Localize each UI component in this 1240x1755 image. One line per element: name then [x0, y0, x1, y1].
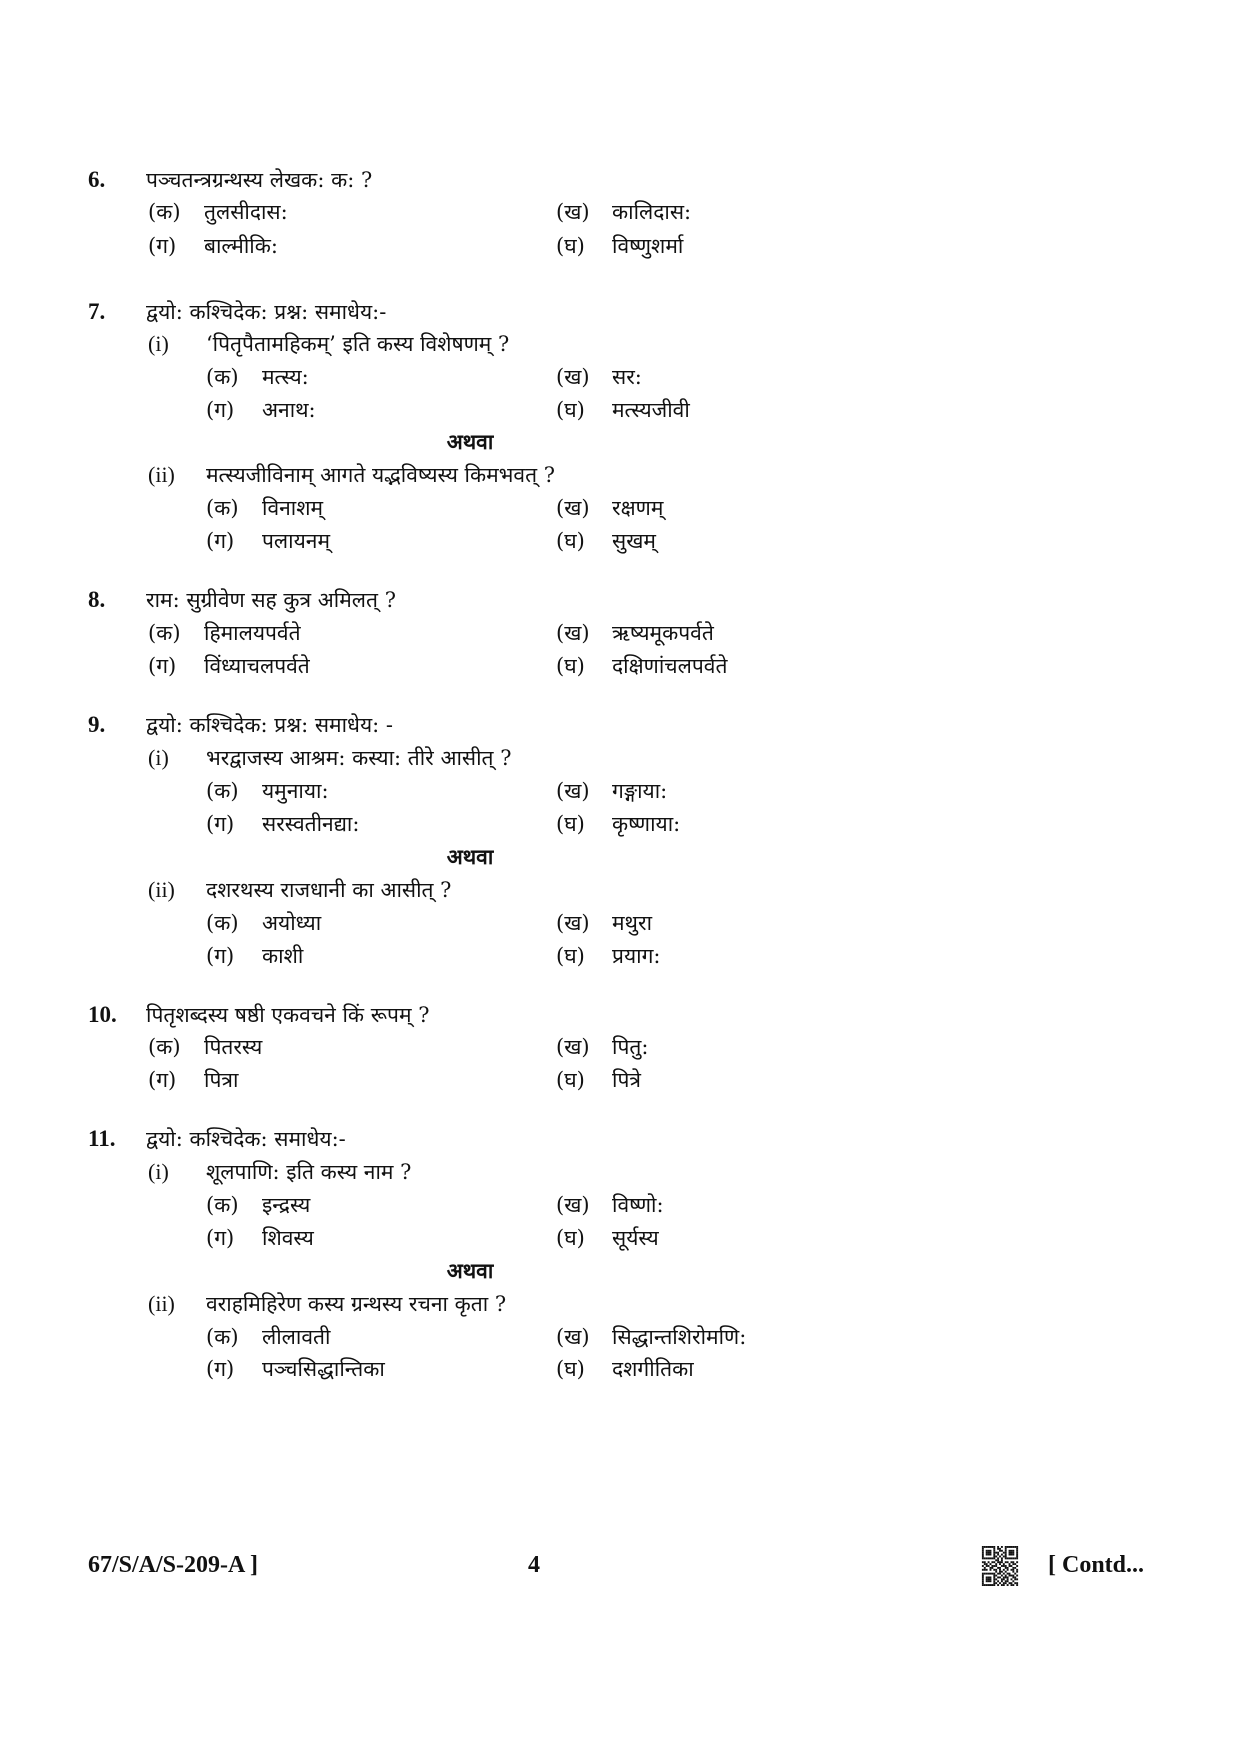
- option-label: (क): [206, 779, 239, 803]
- sub-question: [0, 1155, 1240, 1189]
- option-label: (क): [206, 911, 239, 935]
- option-text: सुखम्: [612, 529, 656, 553]
- question: [0, 163, 1240, 197]
- option-label: (ग): [206, 812, 235, 836]
- option-label: (घ): [556, 1357, 585, 1381]
- option-label: (ख): [556, 1325, 590, 1349]
- option: [556, 1352, 694, 1386]
- option: [148, 616, 301, 650]
- option-text: पितरस्य: [204, 1035, 263, 1059]
- option-label: (क): [206, 1325, 239, 1349]
- sub-question: [0, 458, 1240, 492]
- option-label: (घ): [556, 944, 585, 968]
- option-text: अनाथ:: [262, 398, 316, 422]
- option: [206, 393, 316, 427]
- question-text: राम: सुग्रीवेण सह कुत्र अमिलत् ?: [146, 588, 396, 612]
- option-label: (ख): [556, 621, 590, 645]
- option-text: काशी: [262, 944, 304, 968]
- option: [148, 1030, 262, 1064]
- option-label: (घ): [556, 812, 585, 836]
- question-number: 10.: [88, 1002, 117, 1027]
- option-text: बाल्मीकि:: [204, 234, 278, 258]
- question: [0, 708, 1240, 742]
- option-text: ऋष्यमूकपर्वते: [612, 621, 714, 645]
- option: [206, 807, 359, 841]
- option-text: दशगीतिका: [612, 1357, 694, 1381]
- option: [206, 524, 330, 558]
- option-label: (ख): [556, 200, 590, 224]
- option: [148, 195, 288, 229]
- option-label: (क): [206, 1193, 239, 1217]
- option-text: सरस्वतीनद्या:: [262, 812, 360, 836]
- option-text: कालिदास:: [612, 200, 692, 224]
- option: [556, 491, 663, 525]
- sub-question-label: (ii): [148, 462, 175, 487]
- athava-divider: अथवा: [446, 429, 494, 454]
- qr-code-icon: [980, 1546, 1020, 1586]
- page-number: 4: [528, 1552, 540, 1578]
- option: [556, 1221, 659, 1255]
- question-text: पञ्चतन्त्रग्रन्थस्य लेखक: क: ?: [146, 168, 373, 192]
- question-number: 9.: [88, 712, 106, 737]
- option-label: (ग): [148, 234, 177, 258]
- option-text: विंध्याचलपर्वते: [204, 654, 310, 678]
- sub-question-label: (i): [148, 331, 169, 356]
- option-text: पितु:: [612, 1035, 649, 1059]
- option-text: शिवस्य: [262, 1226, 314, 1250]
- question: [0, 1122, 1240, 1156]
- sub-question: [0, 1287, 1240, 1321]
- option-text: हिमालयपर्वते: [204, 621, 301, 645]
- option-text: कृष्णाया:: [612, 812, 681, 836]
- option: [556, 393, 690, 427]
- option: [556, 524, 656, 558]
- option-label: (ग): [206, 944, 235, 968]
- sub-question-text: भरद्वाजस्य आश्रम: कस्या: तीरे आसीत् ?: [206, 746, 512, 770]
- option-text: यमुनाया:: [262, 779, 329, 803]
- option: [556, 1030, 648, 1064]
- option-label: (ख): [556, 1035, 590, 1059]
- sub-question-text: दशरथस्य राजधानी का आसीत् ?: [206, 878, 452, 902]
- sub-question-text: शूलपाणि: इति कस्य नाम ?: [206, 1160, 412, 1184]
- option-text: तुलसीदास:: [204, 200, 288, 224]
- option-label: (ख): [556, 1193, 590, 1217]
- question-number: 7.: [88, 299, 106, 324]
- option-label: (ग): [206, 1357, 235, 1381]
- option: [206, 360, 309, 394]
- sub-question-label: (i): [148, 1159, 169, 1184]
- option-label: (ग): [148, 654, 177, 678]
- option-text: मत्स्य:: [262, 365, 309, 389]
- option-text: प्रयाग:: [612, 944, 661, 968]
- option-text: मथुरा: [612, 911, 653, 935]
- sub-question-text: ‘पितृपैतामहिकम्’ इति कस्य विशेषणम् ?: [206, 332, 510, 356]
- sub-question-text: मत्स्यजीविनाम् आगते यद्भविष्यस्य किमभवत् ?: [206, 463, 556, 487]
- option-label: (ग): [206, 1226, 235, 1250]
- option: [206, 1352, 385, 1386]
- option-label: (क): [206, 496, 239, 520]
- question-text: पितृशब्दस्य षष्ठी एकवचने किं रूपम् ?: [146, 1003, 430, 1027]
- option-label: (घ): [556, 234, 585, 258]
- option-label: (घ): [556, 654, 585, 678]
- option-text: सूर्यस्य: [612, 1226, 659, 1250]
- option: [206, 1221, 314, 1255]
- option-text: विनाशम्: [262, 496, 324, 520]
- contd-label: [ Contd...: [1048, 1552, 1145, 1578]
- option-text: सिद्धान्तशिरोमणि:: [612, 1325, 747, 1349]
- sub-question: [0, 873, 1240, 907]
- paper-code: 67/S/A/S-209-A ]: [88, 1552, 259, 1578]
- option: [556, 807, 680, 841]
- question-text: द्वयो: कश्चिदेक: प्रश्न: समाधेय:-: [146, 300, 387, 324]
- sub-question-text: वराहमिहिरेण कस्य ग्रन्थस्य रचना कृता ?: [206, 1292, 507, 1316]
- option-text: पञ्चसिद्धान्तिका: [262, 1357, 385, 1381]
- question: [0, 998, 1240, 1032]
- option-text: पित्रा: [204, 1068, 239, 1092]
- question-number: 11.: [88, 1126, 116, 1151]
- option-label: (घ): [556, 1068, 585, 1092]
- option-text: इन्द्रस्य: [262, 1193, 311, 1217]
- option: [206, 491, 323, 525]
- option-label: (ख): [556, 779, 590, 803]
- sub-question-label: (i): [148, 745, 169, 770]
- option-text: दक्षिणांचलपर्वते: [612, 654, 728, 678]
- option: [556, 774, 667, 808]
- option-text: रक्षणम्: [612, 496, 664, 520]
- option: [148, 649, 310, 683]
- option-label: (क): [148, 621, 181, 645]
- option-label: (क): [206, 365, 239, 389]
- option: [556, 906, 652, 940]
- question-text: द्वयो: कश्चिदेक: समाधेय:-: [146, 1127, 346, 1151]
- sub-question: [0, 327, 1240, 361]
- option: [556, 1063, 641, 1097]
- option: [556, 360, 642, 394]
- option-text: विष्णुशर्मा: [612, 234, 684, 258]
- option-text: लीलावती: [262, 1325, 331, 1349]
- option: [556, 1320, 746, 1354]
- option-label: (ख): [556, 911, 590, 935]
- option-text: गङ्गाया:: [612, 779, 668, 803]
- option: [206, 906, 321, 940]
- option-label: (क): [148, 200, 181, 224]
- question-number: 6.: [88, 167, 106, 192]
- option-label: (ग): [206, 398, 235, 422]
- option-text: विष्णो:: [612, 1193, 664, 1217]
- sub-question-label: (ii): [148, 1291, 175, 1316]
- option-label: (घ): [556, 529, 585, 553]
- option: [206, 939, 303, 973]
- option: [556, 939, 660, 973]
- option: [556, 195, 691, 229]
- option-label: (घ): [556, 398, 585, 422]
- option: [556, 229, 683, 263]
- option: [206, 1188, 310, 1222]
- option: [148, 229, 278, 263]
- athava-divider: अथवा: [446, 844, 494, 869]
- athava-divider: अथवा: [446, 1258, 494, 1283]
- sub-question: [0, 741, 1240, 775]
- option: [556, 616, 714, 650]
- option: [206, 1320, 330, 1354]
- option-text: सर:: [612, 365, 642, 389]
- option: [556, 649, 727, 683]
- option-label: (ग): [148, 1068, 177, 1092]
- option-label: (क): [148, 1035, 181, 1059]
- option: [206, 774, 329, 808]
- option-label: (घ): [556, 1226, 585, 1250]
- option-text: पित्रे: [612, 1068, 641, 1092]
- option: [556, 1188, 664, 1222]
- option-text: मत्स्यजीवी: [612, 398, 690, 422]
- option-label: (ग): [206, 529, 235, 553]
- option-text: अयोध्या: [262, 911, 322, 935]
- option-text: पलायनम्: [262, 529, 330, 553]
- question: [0, 583, 1240, 617]
- option-label: (ख): [556, 365, 590, 389]
- question-text: द्वयो: कश्चिदेक: प्रश्न: समाधेय: -: [146, 713, 393, 737]
- option-label: (ख): [556, 496, 590, 520]
- option: [148, 1063, 238, 1097]
- question: [0, 295, 1240, 329]
- question-number: 8.: [88, 587, 106, 612]
- sub-question-label: (ii): [148, 877, 175, 902]
